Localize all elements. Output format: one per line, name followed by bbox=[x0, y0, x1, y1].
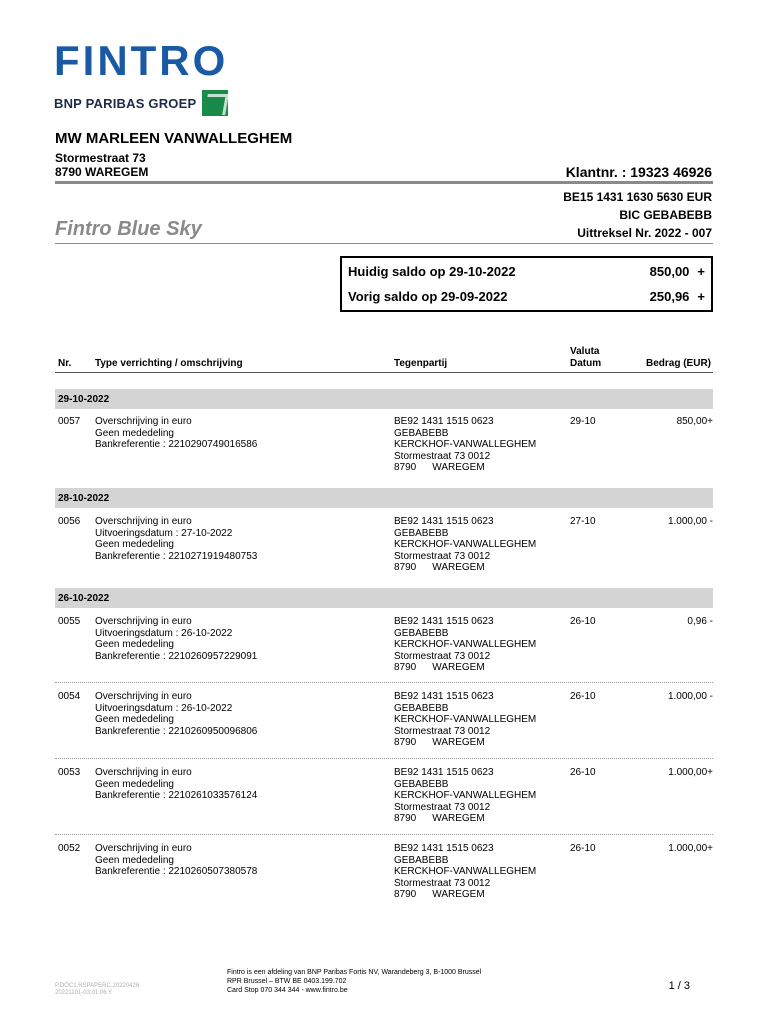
transaction-amount: 1.000,00+ bbox=[668, 843, 713, 854]
description-line: Geen mededeling bbox=[95, 539, 174, 551]
counterparty-line: KERCKHOF-VANWALLEGHEM bbox=[394, 539, 537, 551]
account-iban: BE15 1431 1630 5630 EUR bbox=[563, 190, 712, 204]
statement-number: Uittreksel Nr. 2022 - 007 bbox=[577, 226, 712, 240]
counterparty-city: WAREGEM bbox=[432, 462, 485, 474]
counterparty-line: KERCKHOF-VANWALLEGHEM bbox=[394, 866, 537, 878]
current-balance-amount: 850,00 bbox=[649, 264, 690, 279]
counterparty-city-line bbox=[394, 889, 536, 901]
counterparty-line: Stormestraat 73 0012 bbox=[394, 877, 491, 889]
counterparty-line: Stormestraat 73 0012 bbox=[394, 550, 491, 562]
description-line: Overschrijving in euro bbox=[95, 691, 192, 702]
counterparty-line: GEBABEBB bbox=[394, 702, 449, 714]
transaction-valuta-date: 26-10 bbox=[570, 767, 596, 778]
description-line: Uitvoeringsdatum : 26-10-2022 bbox=[95, 702, 233, 714]
description-line: Overschrijving in euro bbox=[95, 516, 192, 527]
counterparty-city-line bbox=[394, 813, 536, 825]
description-line: Geen mededeling bbox=[95, 714, 174, 726]
counterparty-line: GEBABEBB bbox=[394, 427, 449, 439]
description-line: Geen mededeling bbox=[95, 427, 174, 439]
row-separator bbox=[55, 758, 713, 759]
description-line: Bankreferentie : 2210260950096806 bbox=[95, 725, 258, 737]
row-separator bbox=[55, 834, 713, 835]
description-line: Geen mededeling bbox=[95, 778, 174, 790]
date-band: 28-10-2022 bbox=[55, 488, 713, 508]
transaction-nr: 0056 bbox=[58, 516, 81, 527]
counterparty-zip: 8790 bbox=[394, 562, 417, 574]
counterparty-line: BE92 1431 1515 0623 bbox=[394, 416, 494, 427]
transaction-description bbox=[95, 616, 257, 662]
client-street: Stormestraat 73 bbox=[55, 151, 146, 165]
counterparty-zip: 8790 bbox=[394, 462, 417, 474]
column-header-valuta-line2: Datum bbox=[570, 358, 602, 369]
table-header-divider bbox=[55, 372, 713, 373]
counterparty-line: GEBABEBB bbox=[394, 778, 449, 790]
counterparty-line: BE92 1431 1515 0623 bbox=[394, 767, 494, 778]
column-header-valuta-line1: Valuta bbox=[570, 346, 600, 357]
current-balance-value bbox=[650, 264, 705, 279]
balance-box bbox=[340, 256, 713, 312]
counterparty-zip: 8790 bbox=[394, 813, 417, 825]
counterparty-line: BE92 1431 1515 0623 bbox=[394, 616, 494, 627]
column-header-counterparty: Tegenpartij bbox=[394, 358, 448, 369]
transaction-nr: 0052 bbox=[58, 843, 81, 854]
description-line: Bankreferentie : 2210271919480753 bbox=[95, 550, 258, 562]
transaction-counterparty bbox=[394, 843, 536, 901]
description-line: Bankreferentie : 2210260957229091 bbox=[95, 650, 258, 662]
counterparty-line: Stormestraat 73 0012 bbox=[394, 801, 491, 813]
description-line: Overschrijving in euro bbox=[95, 416, 192, 427]
description-line: Uitvoeringsdatum : 26-10-2022 bbox=[95, 627, 233, 639]
transaction-counterparty bbox=[394, 516, 536, 574]
date-band: 26-10-2022 bbox=[55, 588, 713, 608]
transaction-counterparty bbox=[394, 767, 536, 825]
counterparty-line: KERCKHOF-VANWALLEGHEM bbox=[394, 790, 537, 802]
column-header-nr: Nr. bbox=[58, 358, 72, 369]
transaction-description bbox=[95, 691, 257, 737]
footer-line-3: Card Stop 070 344 344 - www.fintro.be bbox=[227, 987, 348, 994]
counterparty-city: WAREGEM bbox=[432, 813, 485, 825]
description-line: Overschrijving in euro bbox=[95, 616, 192, 627]
column-header-valuta bbox=[570, 346, 601, 370]
header-divider bbox=[55, 181, 713, 184]
transaction-nr: 0057 bbox=[58, 416, 81, 427]
counterparty-line: BE92 1431 1515 0623 bbox=[394, 843, 494, 854]
description-line: Overschrijving in euro bbox=[95, 767, 192, 778]
transaction-amount: 1.000,00 - bbox=[667, 516, 713, 527]
counterparty-line: Stormestraat 73 0012 bbox=[394, 725, 491, 737]
counterparty-line: KERCKHOF-VANWALLEGHEM bbox=[394, 714, 537, 726]
transaction-counterparty bbox=[394, 691, 536, 749]
bnp-stars-icon bbox=[202, 90, 228, 116]
transaction-nr: 0054 bbox=[58, 691, 81, 702]
counterparty-line: KERCKHOF-VANWALLEGHEM bbox=[394, 439, 537, 451]
row-separator bbox=[55, 682, 713, 683]
transaction-amount: 1.000,00 - bbox=[667, 691, 713, 702]
counterparty-line: BE92 1431 1515 0623 bbox=[394, 691, 494, 702]
counterparty-city: WAREGEM bbox=[432, 889, 485, 901]
description-line: Bankreferentie : 2210290749016586 bbox=[95, 439, 258, 451]
counterparty-line: GEBABEBB bbox=[394, 854, 449, 866]
transaction-amount: 0,96 - bbox=[687, 616, 713, 627]
counterparty-line: GEBABEBB bbox=[394, 527, 449, 539]
transaction-valuta-date: 26-10 bbox=[570, 691, 596, 702]
footer-doc-code bbox=[55, 983, 139, 997]
account-bic: BIC GEBABEBB bbox=[619, 208, 712, 222]
description-line: Uitvoeringsdatum : 27-10-2022 bbox=[95, 527, 233, 539]
footer-doc-code-2: 20221101-03.01.06 Y bbox=[55, 990, 113, 996]
transaction-description bbox=[95, 516, 257, 562]
transaction-counterparty bbox=[394, 616, 536, 674]
current-balance-row bbox=[348, 264, 705, 279]
counterparty-line: BE92 1431 1515 0623 bbox=[394, 516, 494, 527]
transaction-valuta-date: 26-10 bbox=[570, 843, 596, 854]
description-line: Geen mededeling bbox=[95, 639, 174, 651]
previous-balance-value bbox=[650, 289, 705, 304]
previous-balance-amount: 250,96 bbox=[649, 289, 690, 304]
logo-group-text: BNP PARIBAS GROEP bbox=[54, 95, 197, 111]
previous-balance-label: Vorig saldo op 29-09-2022 bbox=[348, 289, 508, 304]
transaction-description bbox=[95, 416, 257, 451]
transaction-valuta-date: 26-10 bbox=[570, 616, 596, 627]
transaction-valuta-date: 27-10 bbox=[570, 516, 596, 527]
description-line: Bankreferentie : 2210260507380578 bbox=[95, 866, 258, 878]
transaction-nr: 0055 bbox=[58, 616, 81, 627]
client-city: 8790 WAREGEM bbox=[55, 165, 149, 179]
counterparty-zip: 8790 bbox=[394, 662, 417, 674]
transaction-counterparty bbox=[394, 416, 536, 474]
counterparty-line: GEBABEBB bbox=[394, 627, 449, 639]
previous-balance-sign: + bbox=[697, 289, 705, 304]
counterparty-city: WAREGEM bbox=[432, 562, 485, 574]
footer-line-2: RPR Brussel – BTW BE 0403.199.702 bbox=[227, 978, 347, 985]
account-divider bbox=[55, 243, 713, 244]
logo-wordmark: FINTRO bbox=[54, 37, 229, 84]
fintro-logo bbox=[54, 37, 229, 116]
transaction-amount: 850,00+ bbox=[676, 416, 713, 427]
counterparty-line: Stormestraat 73 0012 bbox=[394, 650, 491, 662]
description-line: Geen mededeling bbox=[95, 854, 174, 866]
previous-balance-row bbox=[348, 289, 705, 304]
transaction-nr: 0053 bbox=[58, 767, 81, 778]
footer-legal bbox=[227, 968, 481, 995]
footer-doc-code-1: P.DOC1.RSPAPERC.20220426 bbox=[55, 983, 140, 989]
footer-line-1: Fintro is een afdeling van BNP Paribas Fortis NV, Warandeberg 3, B-1000 Brussel bbox=[227, 969, 482, 976]
column-header-amount: Bedrag (EUR) bbox=[645, 358, 711, 369]
transaction-valuta-date: 29-10 bbox=[570, 416, 596, 427]
client-number: Klantnr. : 19323 46926 bbox=[565, 164, 712, 180]
counterparty-line: KERCKHOF-VANWALLEGHEM bbox=[394, 639, 537, 651]
counterparty-city-line bbox=[394, 737, 536, 749]
counterparty-city: WAREGEM bbox=[432, 737, 485, 749]
counterparty-zip: 8790 bbox=[394, 737, 417, 749]
description-line: Bankreferentie : 2210261033576124 bbox=[95, 790, 258, 802]
date-band: 29-10-2022 bbox=[55, 389, 713, 409]
product-name: Fintro Blue Sky bbox=[55, 218, 202, 240]
current-balance-label: Huidig saldo op 29-10-2022 bbox=[348, 264, 516, 279]
counterparty-city: WAREGEM bbox=[432, 662, 485, 674]
logo-subline bbox=[54, 90, 228, 116]
counterparty-city-line bbox=[394, 662, 536, 674]
counterparty-zip: 8790 bbox=[394, 889, 417, 901]
client-name: MW MARLEEN VANWALLEGHEM bbox=[55, 130, 293, 147]
transaction-description bbox=[95, 767, 257, 802]
counterparty-city-line bbox=[394, 462, 536, 474]
counterparty-city-line bbox=[394, 562, 536, 574]
transaction-description bbox=[95, 843, 257, 878]
description-line: Overschrijving in euro bbox=[95, 843, 192, 854]
counterparty-line: Stormestraat 73 0012 bbox=[394, 450, 491, 462]
transaction-amount: 1.000,00+ bbox=[668, 767, 713, 778]
page-number: 1 / 3 bbox=[668, 980, 690, 992]
column-header-type: Type verrichting / omschrijving bbox=[95, 358, 243, 369]
current-balance-sign: + bbox=[697, 264, 705, 279]
